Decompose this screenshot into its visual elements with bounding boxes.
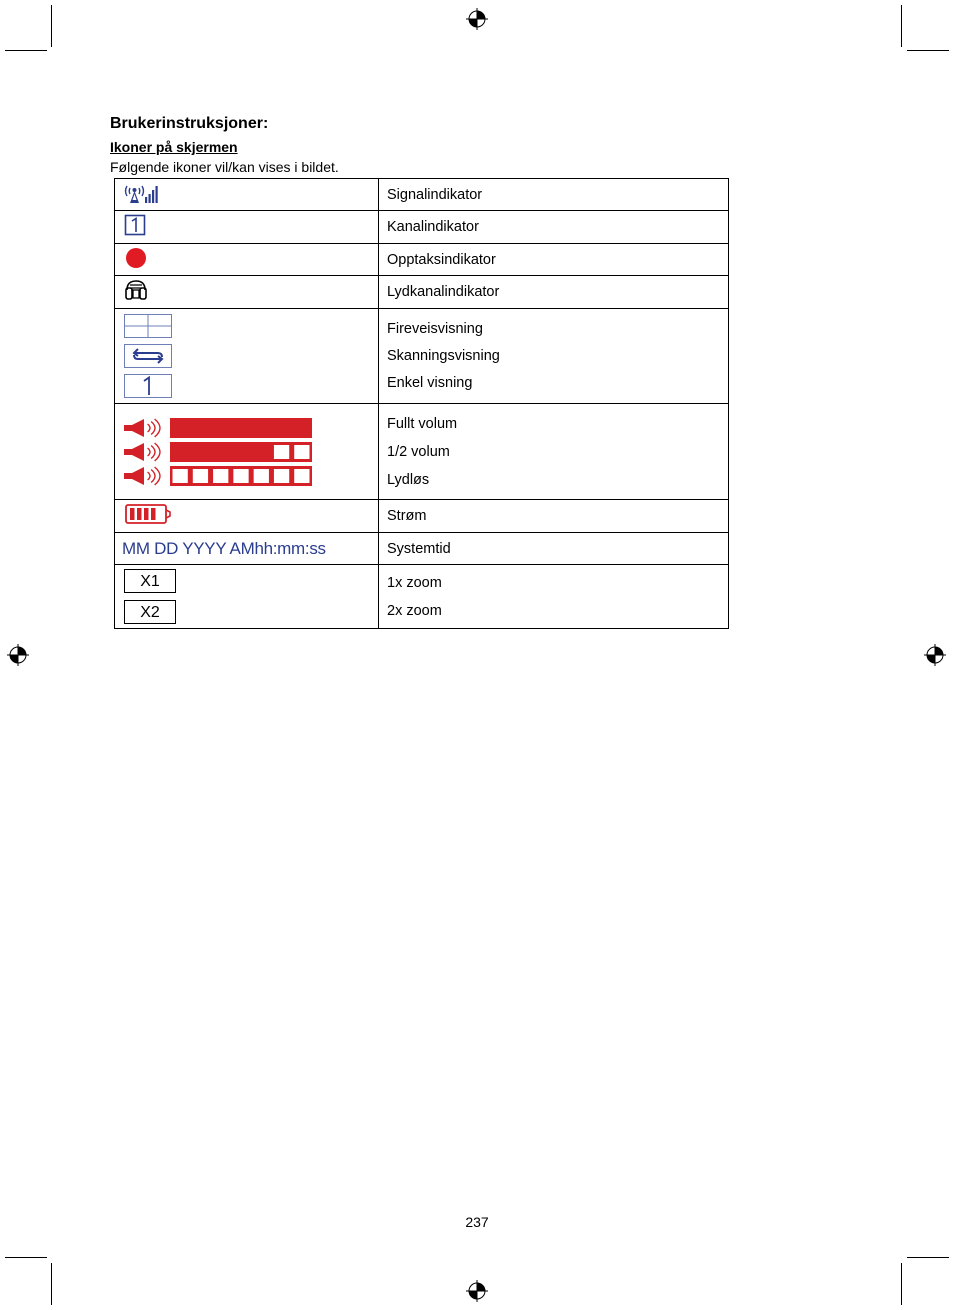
table-row <box>115 276 729 309</box>
description-cell <box>379 244 729 276</box>
icon-description: Fireveisvisning <box>387 321 483 337</box>
volume-empty-segment <box>294 469 309 483</box>
volume-empty-segment <box>173 469 188 483</box>
description-cell <box>379 179 729 211</box>
table-row <box>115 244 729 276</box>
registration-mark-icon <box>466 8 488 30</box>
sound-wave-icon <box>151 421 155 434</box>
crop-mark <box>907 50 949 51</box>
icon-description: Lydløs <box>387 471 430 488</box>
description-cell <box>379 533 729 565</box>
page-number: 237 <box>465 1214 489 1230</box>
volume-full-icon <box>124 417 314 439</box>
description-cell <box>379 404 729 500</box>
volume-empty-segment <box>213 469 228 483</box>
crop-mark <box>5 50 47 51</box>
icon-description: Skanningsvisning <box>387 348 500 364</box>
icon-cell <box>115 244 379 276</box>
intro-text: Følgende ikoner vil/kan vises i bildet. <box>110 159 339 175</box>
sound-wave-icon <box>148 472 150 480</box>
record-dot-icon <box>124 247 148 269</box>
volume-empty-segment <box>254 469 269 483</box>
quad-view-icon <box>124 314 172 338</box>
table-row <box>115 309 729 404</box>
volume-empty-segment <box>294 445 309 459</box>
sound-wave-icon <box>151 445 155 458</box>
single-view-icon <box>124 374 172 398</box>
signal-icon <box>124 182 158 204</box>
icon-cell <box>115 533 379 565</box>
registration-mark-icon <box>7 644 29 666</box>
system-time-format: MM DD YYYY AMhh:mm:ss <box>122 538 326 558</box>
icon-description: Enkel visning <box>387 375 473 391</box>
volume-empty-segment <box>274 445 289 459</box>
sound-wave-icon <box>151 469 155 482</box>
icon-description: Fullt volum <box>387 415 458 432</box>
crop-mark <box>5 1257 47 1258</box>
speaker-icon <box>124 467 144 485</box>
icon-description: Strøm <box>387 508 427 524</box>
crop-mark <box>51 5 52 47</box>
crop-mark <box>901 5 902 47</box>
volume-empty-segment <box>274 469 289 483</box>
page-title: Brukerinstruksjoner: <box>110 115 269 132</box>
icon-description: 1/2 volum <box>387 443 450 460</box>
crop-mark <box>901 1263 902 1305</box>
icon-cell <box>115 309 379 404</box>
sound-wave-icon <box>148 424 150 432</box>
icon-cell <box>115 404 379 500</box>
battery-icon <box>124 503 172 525</box>
icon-description: Systemtid <box>387 540 451 557</box>
channel-1-icon <box>124 214 146 236</box>
table-row <box>115 500 729 533</box>
icon-description: Kanalindikator <box>387 219 479 235</box>
table-row <box>115 533 729 565</box>
icon-description: Lydkanalindikator <box>387 284 500 300</box>
volume-mute-icon <box>124 465 314 487</box>
zoom-x1-icon: X1 <box>124 569 176 593</box>
speaker-icon <box>124 443 144 461</box>
table-row <box>115 404 729 500</box>
table-row <box>115 211 729 244</box>
zoom-x2-icon: X2 <box>124 600 176 624</box>
icon-cell <box>115 565 379 629</box>
icon-description: Opptaksindikator <box>387 251 496 268</box>
volume-bar-frame <box>170 442 312 462</box>
speaker-icon <box>124 419 144 437</box>
volume-level-fill <box>170 418 312 438</box>
table-row <box>115 179 729 211</box>
description-cell <box>379 309 729 404</box>
sound-wave-icon <box>148 448 150 456</box>
crop-mark <box>907 1257 949 1258</box>
icon-description: 1x zoom <box>387 574 442 591</box>
icon-cell <box>115 276 379 309</box>
description-cell <box>379 211 729 244</box>
description-cell <box>379 276 729 309</box>
registration-mark-icon <box>466 1280 488 1302</box>
volume-half-icon <box>124 441 314 463</box>
table-row <box>115 565 729 629</box>
registration-mark-icon <box>924 644 946 666</box>
crop-mark <box>51 1263 52 1305</box>
section-subtitle: Ikoner på skjermen <box>110 139 238 155</box>
icon-cell <box>115 211 379 244</box>
audio-channel-icon <box>124 278 148 302</box>
icon-description: 2x zoom <box>387 602 442 619</box>
volume-empty-segment <box>233 469 248 483</box>
icon-description: Signalindikator <box>387 186 483 203</box>
icon-table <box>114 178 729 629</box>
icon-cell <box>115 179 379 211</box>
description-cell <box>379 500 729 533</box>
description-cell <box>379 565 729 629</box>
volume-empty-segment <box>193 469 208 483</box>
icon-cell <box>115 500 379 533</box>
scan-view-icon <box>124 344 172 368</box>
